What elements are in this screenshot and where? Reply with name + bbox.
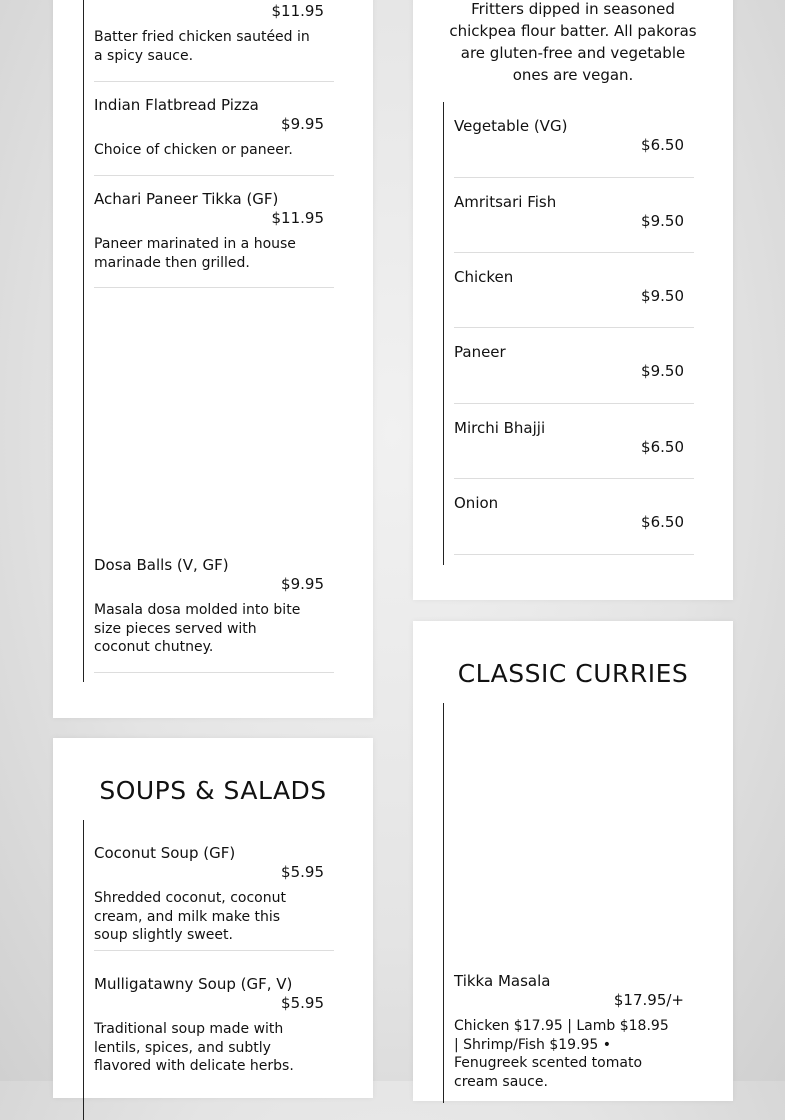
item-separator [94,950,334,951]
menu-item-name: Tikka Masala [454,972,551,990]
menu-item-price: $11.95 [271,209,324,227]
menu-item-price: $6.50 [641,136,684,154]
menu-item-name: Achari Paneer Tikka (GF) [94,190,279,208]
menu-item-description: Chicken $17.95 | Lamb $18.95 | Shrimp/Fish $19.95 • Fenugreek scented tomato cream sauce. [454,1018,669,1090]
item-separator [454,554,694,555]
pakoras-divider-line [443,102,444,565]
appetizers-divider-line [83,0,84,682]
curries-divider-line [443,703,444,1103]
menu-item[interactable] [94,556,334,673]
item-separator [454,252,694,253]
section-title: CLASSIC CURRIES [457,659,689,688]
menu-item-description: Choice of chicken or paneer. [94,142,293,158]
menu-item[interactable] [94,190,334,288]
menu-item-price: $6.50 [641,513,684,531]
menu-item-description: Batter fried chicken sautéed in a spicy sauce. [94,29,310,64]
item-separator [94,672,334,673]
classic-curries-card [413,621,733,1101]
menu-item[interactable] [94,975,334,1085]
menu-item-price: $5.95 [281,863,324,881]
menu-item-price: $9.95 [281,115,324,133]
item-separator [94,175,334,176]
menu-item[interactable] [454,419,694,479]
menu-item-price: $17.95/+ [613,991,684,1009]
menu-item-name: Amritsari Fish [454,193,557,211]
menu-item-name: Vegetable (VG) [454,117,568,135]
menu-item[interactable] [454,494,694,555]
menu-item-name: Onion [454,494,499,512]
menu-item-price: $11.95 [271,2,324,20]
menu-item[interactable] [454,117,694,178]
item-separator [94,287,334,288]
section-intro: Fritters dipped in seasoned chickpea flour batter. All pakoras are gluten-free and vegetable ones are vegan. [449,0,697,84]
menu-item-price: $9.95 [281,575,324,593]
menu-item-description: Paneer marinated in a house marinade then grilled. [94,236,296,271]
menu-item[interactable] [454,343,694,404]
menu-item-price: $9.50 [641,212,684,230]
menu-item-description: Traditional soup made with lentils, spices, and subtly flavored with delicate herbs. [94,1021,294,1074]
item-separator [454,177,694,178]
menu-item-description: Masala dosa molded into bite size pieces served with coconut chutney. [94,602,301,655]
soups-salads-card [53,738,373,1098]
menu-item[interactable] [454,268,694,328]
item-separator [94,81,334,82]
menu-item[interactable] [94,844,334,951]
menu-item-name: Indian Flatbread Pizza [94,96,259,114]
pakoras-card [413,0,733,600]
menu-item-price: $5.95 [281,994,324,1012]
menu-item[interactable] [454,972,694,1092]
menu-item[interactable] [94,96,334,176]
item-separator [454,403,694,404]
soups-divider-line [83,820,84,1120]
menu-item-name: Mirchi Bhajji [454,419,546,437]
item-separator [454,327,694,328]
menu-item-price: $9.50 [641,362,684,380]
menu-item-description: Shredded coconut, coconut cream, and milk make this soup slightly sweet. [94,890,286,943]
menu-item[interactable] [454,193,694,253]
menu-item-name: Coconut Soup (GF) [94,844,236,862]
menu-item-name: Chicken [454,268,514,286]
menu-item[interactable] [94,0,334,82]
appetizers-card [53,0,373,718]
item-separator [454,478,694,479]
menu-item-price: $9.50 [641,287,684,305]
menu-item-price: $6.50 [641,438,684,456]
menu-item-name: Dosa Balls (V, GF) [94,556,229,574]
section-title: SOUPS & SALADS [99,776,327,805]
menu-item-name: Paneer [454,343,506,361]
menu-item-name: Mulligatawny Soup (GF, V) [94,975,293,993]
